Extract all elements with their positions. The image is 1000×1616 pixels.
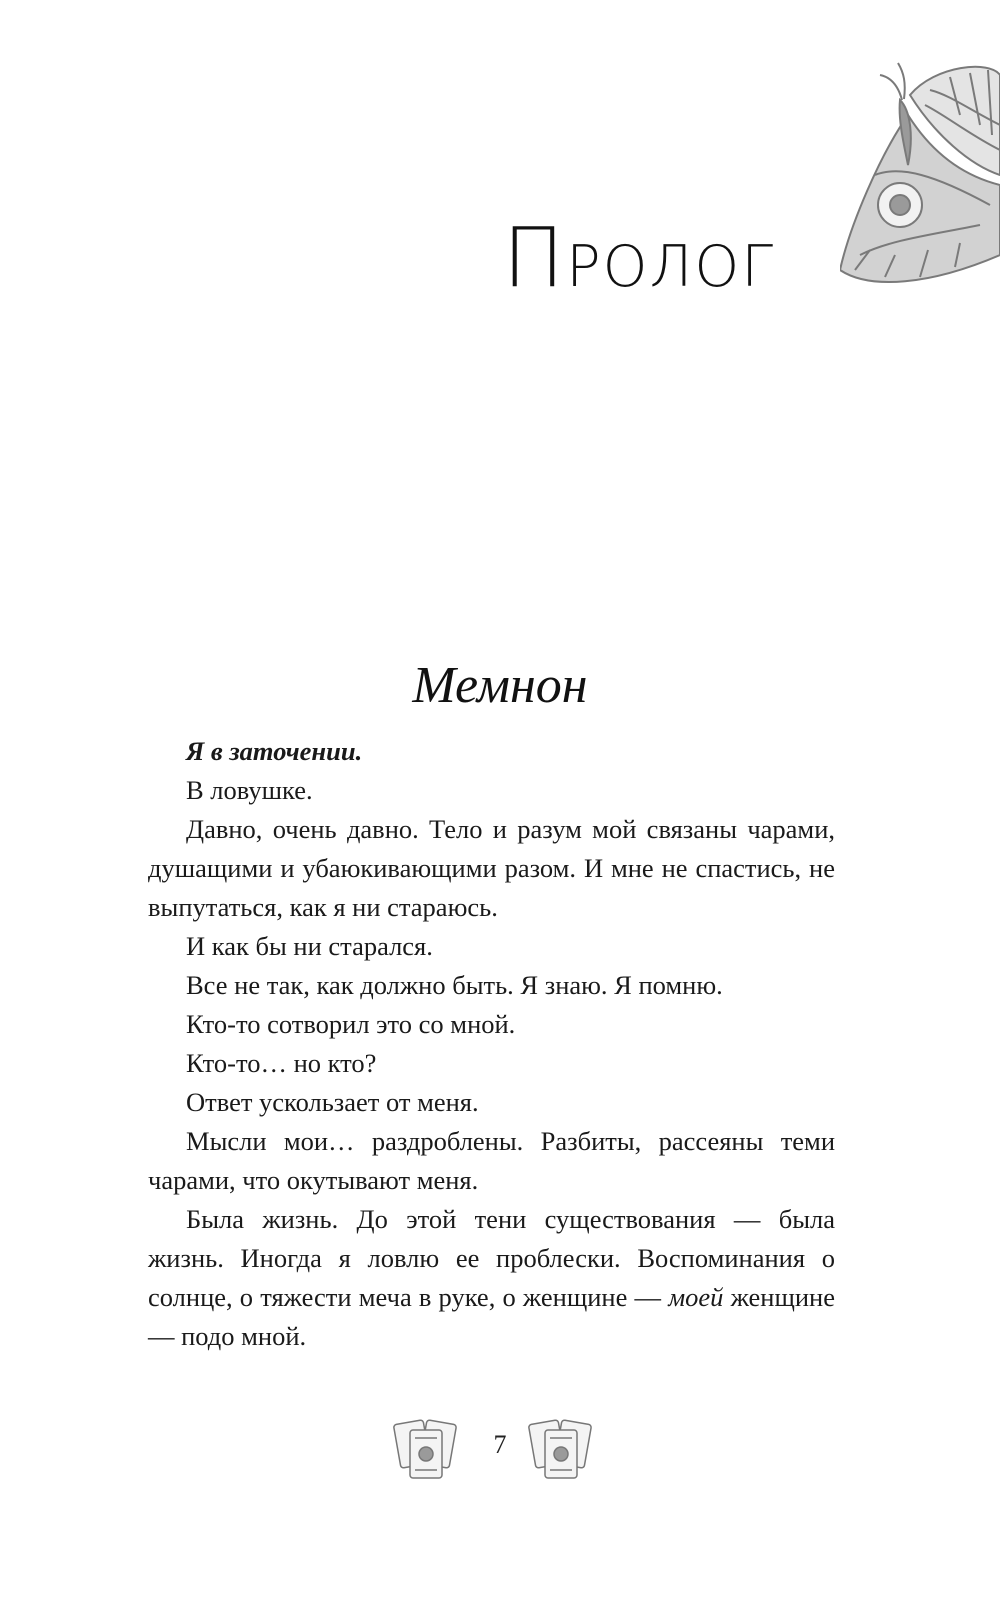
tarot-cards-icon xyxy=(393,1416,459,1486)
paragraph: Кто-то… но кто? xyxy=(186,1048,377,1078)
chapter-title: Пролог xyxy=(502,211,775,306)
page-number: 7 xyxy=(493,1430,507,1459)
emphasis-text: моей xyxy=(668,1282,724,1312)
paragraph-lead: Я в заточении. xyxy=(186,736,363,766)
tarot-cards-icon xyxy=(528,1416,594,1486)
paragraph: Давно, очень давно. Тело и разум мой связаны чарами, душащими и убаюкивающими разом. И мне не спастись, не выпутаться, как я ни стараюсь. xyxy=(148,814,835,922)
paragraph: Ответ ускользает от меня. xyxy=(186,1087,479,1117)
paragraph: И как бы ни старался. xyxy=(186,931,433,961)
body-text xyxy=(148,732,835,1356)
paragraph-text: Была жизнь. До этой тени существования — была жизнь. Иногда я ловлю ее проблески. Воспоминания о солнце, о тяжести меча в руке, о женщине — xyxy=(148,1204,835,1312)
paragraph-text: женщине — подо мной. xyxy=(148,1282,836,1351)
paragraph: Мысли мои… раздроблены. Разбиты, рассеяны теми чарами, что окутывают меня. xyxy=(148,1126,835,1195)
paragraph xyxy=(148,1200,835,1356)
paragraph: В ловушке. xyxy=(186,775,313,805)
paragraph: Все не так, как должно быть. Я знаю. Я помню. xyxy=(186,970,723,1000)
paragraph: Кто-то сотворил это со мной. xyxy=(186,1009,516,1039)
pov-character-name: Мемнон xyxy=(412,657,588,714)
moth-icon xyxy=(840,55,1000,305)
page-footer xyxy=(0,1416,1000,1486)
